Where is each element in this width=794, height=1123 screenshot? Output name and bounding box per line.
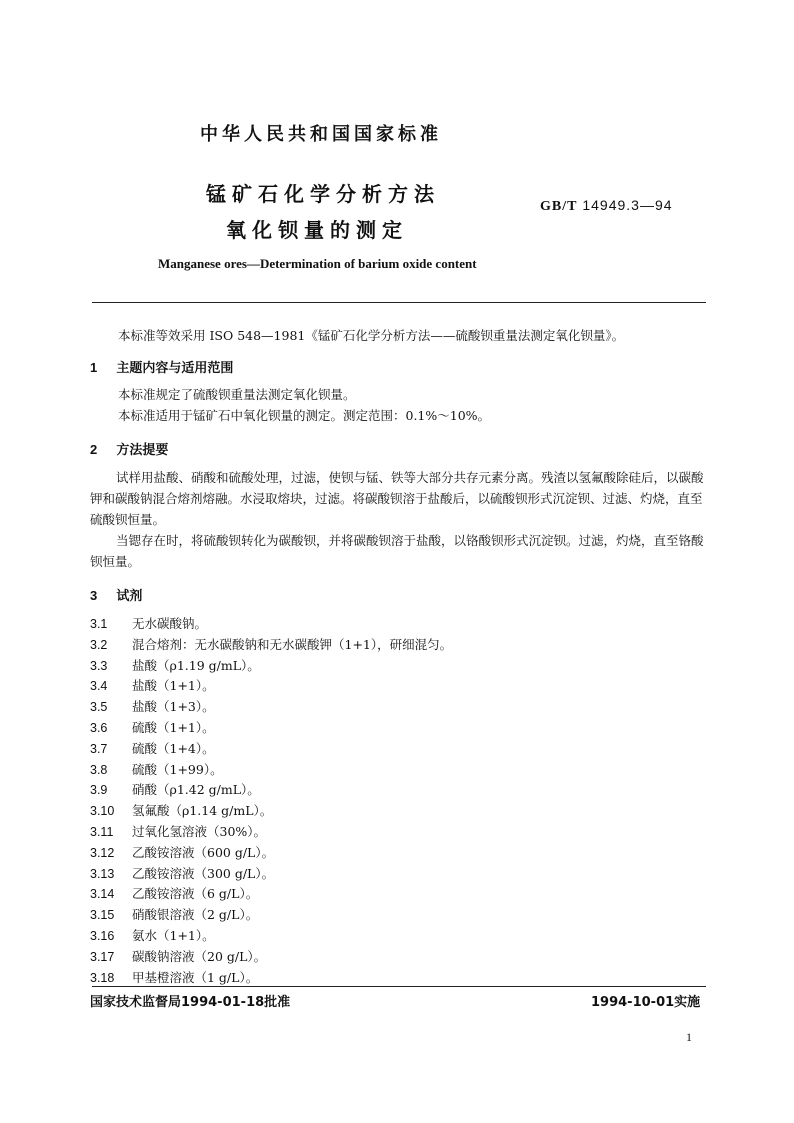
reagent-item [90,843,274,861]
reagent-item [90,635,452,653]
reagent-number: 3.7 [90,741,108,756]
reagent-text: 无水碳酸钠。 [132,616,208,631]
reagent-item [90,905,258,923]
page-number: 1 [686,1030,692,1044]
reagent-number: 3.16 [90,929,115,943]
reagent-number: 3.13 [90,866,115,881]
intro-paragraph: 本标准等效采用 ISO 548—1981《锰矿石化学分析方法——硫酸钡重量法测定氧化钡量》。 [118,328,625,343]
reagent-item [90,884,258,902]
reagent-number: 3.14 [90,887,115,902]
section-3-number: 3 [90,588,98,603]
english-title: Manganese ores—Determination of barium oxide content [158,256,477,271]
footer-divider [92,986,706,987]
reagent-item [90,822,266,840]
reagent-number: 3.9 [90,783,108,798]
standard-number [540,197,673,215]
reagent-item [90,760,223,778]
reagent-item [90,676,215,694]
reagent-number: 3.17 [90,949,115,964]
header-divider [92,302,706,303]
approval-note: 国家技术监督局1994-01-18批准 [90,995,291,1010]
national-standard-heading: 中华人民共和国国家标准 [200,124,442,145]
section-2-number: 2 [90,442,98,457]
standard-prefix: GB/T [540,199,578,214]
implementation-date: 1994-10-01实施 [591,995,701,1010]
reagent-text: 盐酸（1+1）。 [132,678,215,694]
reagent-number: 3.15 [90,908,115,923]
reagent-text: 乙酸铵溶液（300 g/L）。 [132,865,275,881]
reagent-item [90,718,215,736]
reagent-number: 3.6 [90,721,108,735]
reagent-item [90,739,215,757]
reagent-text: 硫酸（1+1）。 [132,720,215,735]
reagent-number: 3.2 [90,637,108,652]
reagent-item [90,926,215,944]
section-1-number: 1 [90,360,98,375]
reagent-item [90,968,258,986]
reagent-number: 3.3 [90,658,108,673]
reagent-text: 氢氟酸（ρ1.14 g/mL）。 [132,803,273,819]
reagent-number: 3.10 [90,804,115,819]
reagent-text: 硝酸（ρ1.42 g/mL）。 [132,782,260,798]
reagent-text: 混合熔剂：无水碳酸钠和无水碳酸钾（1+1），研细混匀。 [132,636,453,652]
reagent-text: 硝酸银溶液（2 g/L）。 [132,907,259,923]
section-1-title: 主题内容与适用范围 [116,361,234,376]
section-1-line-2: 本标准适用于锰矿石中氧化钡量的测定。测定范围：0.1%～10%。 [118,408,491,423]
reagent-item [90,697,215,715]
reagent-number: 3.8 [90,762,108,777]
reagent-item [90,614,207,632]
reagent-text: 盐酸（ρ1.19 g/mL）。 [132,657,260,673]
section-1-heading [90,357,233,376]
reagent-text: 硫酸（1+99）。 [132,761,223,777]
standard-code: 14949.3—94 [582,197,673,213]
reagent-number: 3.4 [90,679,108,694]
reagent-item [90,947,266,965]
reagent-text: 乙酸铵溶液（600 g/L）。 [132,844,275,860]
reagent-number: 3.11 [90,825,114,839]
reagent-number: 3.12 [90,845,115,860]
reagent-text: 盐酸（1+3）。 [132,699,215,715]
section-2-paragraph-2: 当锶存在时，将硫酸钡转化为碳酸钡，并将碳酸钡溶于盐酸，以铬酸钡形式沉淀钡。过滤，灼烧，直至铬酸钡恒量。 [90,533,704,569]
document-title-line-1: 锰矿石化学分析方法 [206,182,440,206]
reagent-text: 碳酸钠溶液（20 g/L）。 [132,948,267,964]
section-2-title: 方法提要 [116,443,169,458]
reagent-item [90,656,260,674]
reagent-number: 3.18 [90,970,115,985]
document-title-line-2: 氧化钡量的测定 [226,218,408,242]
reagent-number: 3.1 [90,617,108,631]
reagent-text: 乙酸铵溶液（6 g/L）。 [132,886,259,902]
section-3-heading [90,585,142,604]
reagent-text: 过氧化氢溶液（30%）。 [132,824,267,839]
reagent-item [90,864,274,882]
reagent-text: 甲基橙溶液（1 g/L）。 [132,969,259,985]
section-1-line-1: 本标准规定了硫酸钡重量法测定氧化钡量。 [118,387,356,402]
reagent-number: 3.5 [90,700,108,715]
reagent-item [90,801,272,819]
reagent-text: 氨水（1+1）。 [132,928,215,943]
section-2-paragraph-1: 试样用盐酸、硝酸和硫酸处理，过滤，使钡与锰、铁等大部分共存元素分离。残渣以氢氟酸除硅后，以碳酸钾和碳酸钠混合熔剂熔融。水浸取熔块，过滤。将碳酸钡溶于盐酸后，以硫酸钡形式沉淀钡、过滤、灼烧，直至硫酸钡恒量。 [90,470,704,527]
reagent-text: 硫酸（1+4）。 [132,740,215,756]
reagent-item [90,780,260,798]
section-2-heading [90,439,168,458]
section-3-title: 试剂 [116,589,143,604]
